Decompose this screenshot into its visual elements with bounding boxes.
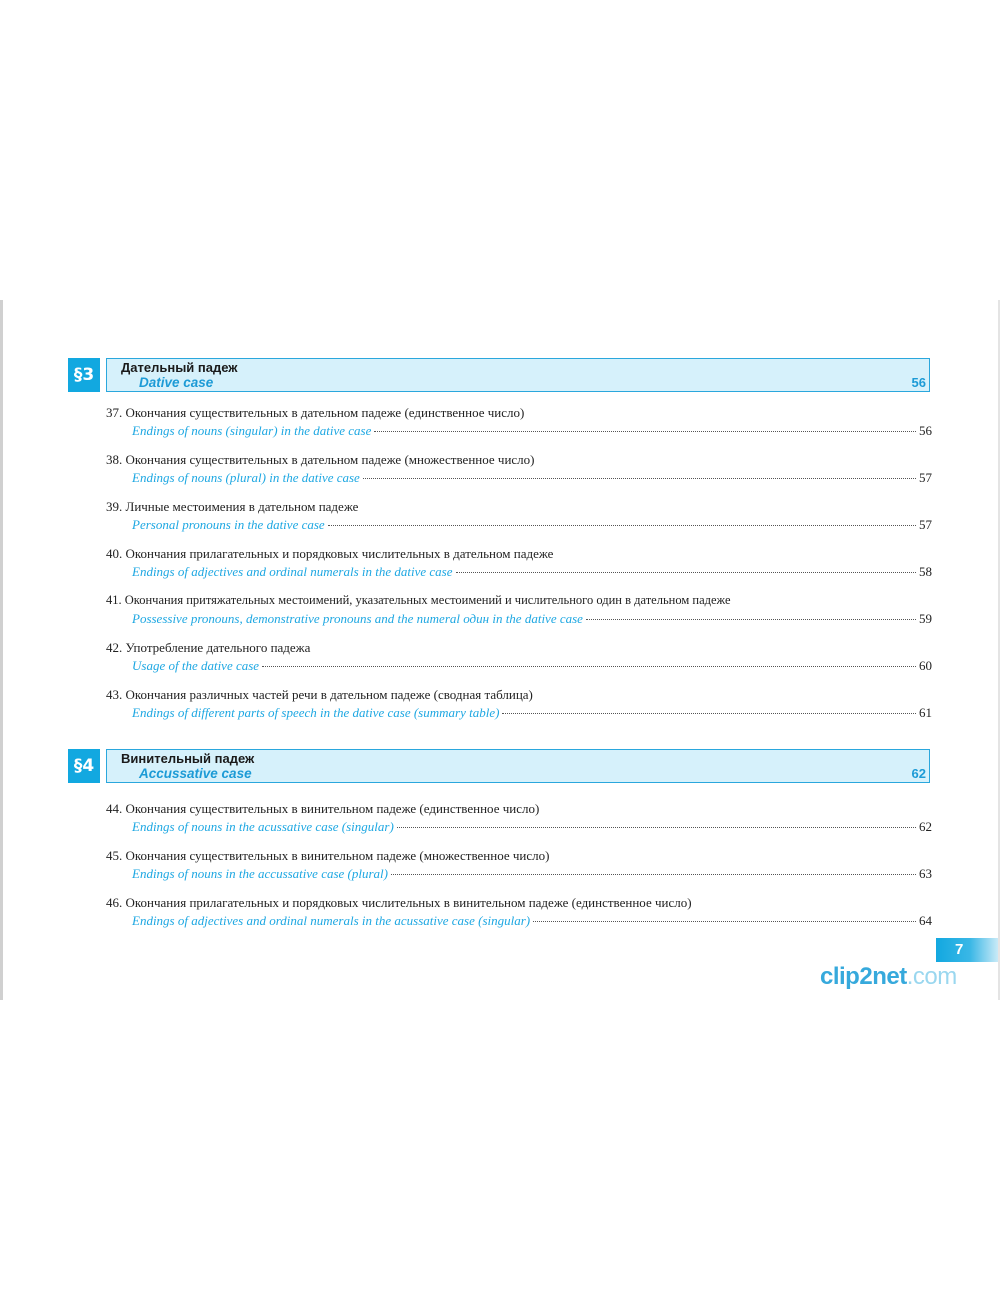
dot-leader — [533, 921, 916, 922]
entry-title-ru: 39. Личные местоимения в дательном падеже — [106, 499, 359, 514]
entry-page-number: 58 — [919, 564, 932, 579]
dot-leader — [586, 619, 916, 620]
toc-entry[interactable] — [106, 405, 932, 441]
entry-title-ru: 42. Употребление дательного падежа — [106, 640, 311, 655]
entry-title-en: Endings of nouns in the accussative case (plural) — [132, 866, 388, 881]
entry-title-en: Endings of adjectives and ordinal numerals in the acussative case (singular) — [132, 913, 531, 928]
toc-entry[interactable] — [106, 593, 932, 629]
toc-entry[interactable] — [106, 801, 932, 837]
entry-page-number: 57 — [919, 470, 932, 485]
toc-entry[interactable] — [106, 848, 932, 884]
watermark-main: clip2net — [820, 963, 907, 990]
entry-title-ru: 37. Окончания существительных в дательном падеже (единственное число) — [106, 405, 525, 420]
section-title-en: Dative case — [139, 375, 214, 390]
entry-page-number: 60 — [919, 658, 932, 673]
dot-leader — [374, 431, 916, 432]
page-number: 7 — [955, 941, 964, 958]
page-edge-left — [0, 300, 3, 1000]
entry-page-number: 61 — [919, 705, 932, 720]
section-title-ru: Дательный падеж — [121, 360, 238, 375]
entry-title-ru: 43. Окончания различных частей речи в дательном падеже (сводная таблица) — [106, 687, 533, 702]
entry-title-en: Endings of nouns (singular) in the dative case — [132, 423, 372, 438]
toc-entry[interactable] — [106, 895, 932, 931]
entry-title-en: Possessive pronouns, demonstrative pronouns and the numeral один in the dative case — [132, 611, 583, 626]
entry-title-ru: 40. Окончания прилагательных и порядковых числительных в дательном падеже — [106, 546, 554, 561]
toc-entry[interactable] — [106, 640, 932, 676]
section-badge: §3 — [68, 358, 100, 392]
dot-leader — [262, 666, 916, 667]
entry-page-number: 59 — [919, 611, 932, 626]
section-page-number: 62 — [911, 766, 926, 781]
entry-page-number: 57 — [919, 517, 932, 532]
section-title-bar — [106, 358, 930, 392]
section-title-bar — [106, 749, 930, 783]
entry-page-number: 56 — [919, 423, 932, 438]
entry-page-number: 62 — [919, 819, 932, 834]
dot-leader — [397, 827, 916, 828]
entry-title-ru: 45. Окончания существительных в винительном падеже (множественное число) — [106, 848, 550, 863]
section-title-ru: Винительный падеж — [121, 751, 255, 766]
dot-leader — [456, 572, 917, 573]
entry-page-number: 64 — [919, 913, 932, 928]
entry-page-number: 63 — [919, 866, 932, 881]
entry-title-en: Endings of different parts of speech in the dative case (summary table) — [132, 705, 500, 720]
watermark-logo — [820, 963, 957, 991]
toc-entry[interactable] — [106, 687, 932, 723]
entry-title-ru: 38. Окончания существительных в дательном падеже (множественное число) — [106, 452, 535, 467]
dot-leader — [391, 874, 916, 875]
page-number-tab — [936, 938, 998, 962]
entry-title-ru: 44. Окончания существительных в винительном падеже (единственное число) — [106, 801, 540, 816]
entry-title-en: Usage of the dative case — [132, 658, 260, 673]
section-badge: §4 — [68, 749, 100, 783]
entry-title-ru: 46. Окончания прилагательных и порядковых числительных в винительном падеже (единственное число) — [106, 895, 692, 910]
entry-title-ru: 41. Окончания притяжательных местоимений, указательных местоимений и числительного один в дательном падеже — [106, 593, 731, 607]
watermark-suffix: .com — [906, 963, 957, 990]
toc-entry[interactable] — [106, 499, 932, 535]
entry-title-en: Endings of nouns (plural) in the dative case — [132, 470, 360, 485]
dot-leader — [328, 525, 916, 526]
section-page-number: 56 — [911, 375, 926, 390]
entry-title-en: Endings of adjectives and ordinal numerals in the dative case — [132, 564, 453, 579]
section-title-en: Accussative case — [139, 766, 252, 781]
dot-leader — [502, 713, 916, 714]
entry-title-en: Personal pronouns in the dative case — [132, 517, 325, 532]
toc-entry[interactable] — [106, 452, 932, 488]
toc-entry[interactable] — [106, 546, 932, 582]
entry-title-en: Endings of nouns in the acussative case (singular) — [132, 819, 394, 834]
dot-leader — [363, 478, 916, 479]
